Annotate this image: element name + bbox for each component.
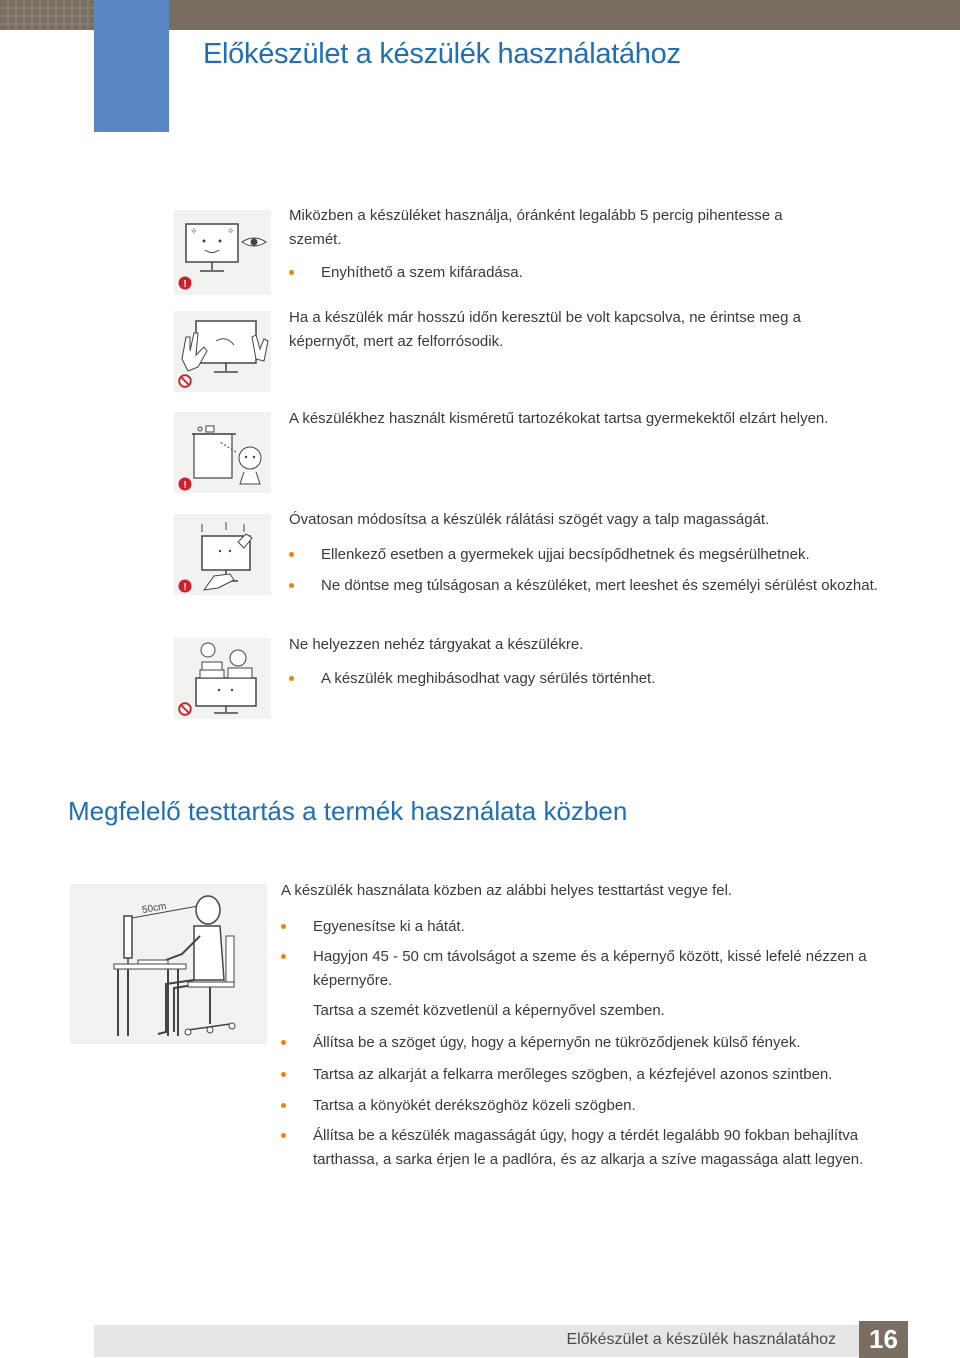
safety-text-eye-rest: Miközben a készüléket használja, óránként legalább 5 percig pihentesse a szemét. <box>289 207 783 248</box>
illustration-adjust-angle <box>174 514 271 595</box>
safety-bullet-eye-rest: Enyhíthető a szem kifáradása. <box>289 261 861 285</box>
posture-item: Tartsa az alkarját a felkarra merőleges szögben, a kézfejével azonos szintben. <box>281 1063 925 1087</box>
illustration-hot-screen <box>174 311 271 392</box>
illustration-heavy-objects <box>174 638 271 719</box>
safety-bullet-heavy-objects: A készülék meghibásodhat vagy sérülés történhet. <box>289 667 901 691</box>
safety-text-small-parts: A készülékhez használt kisméretű tartozékokat tartsa gyermekektől elzárt helyen. <box>289 410 829 427</box>
caution-icon <box>178 477 192 491</box>
svg-text:✧: ✧ <box>190 227 198 237</box>
svg-text:✧: ✧ <box>227 227 235 237</box>
posture-item: Egyenesítse ki a hátát. <box>281 915 913 939</box>
distance-label: 50cm <box>141 900 168 917</box>
posture-item: Állítsa be a szöget úgy, hogy a képernyőn ne tükröződjenek külső fények. <box>281 1031 925 1055</box>
illustration-eye-rest <box>174 210 271 295</box>
prohibited-icon <box>178 374 192 388</box>
page-title: Előkészület a készülék használatához <box>203 38 681 70</box>
safety-text-hot-screen: Ha a készülék már hosszú időn keresztül be volt kapcsolva, ne érintse meg a képernyőt, mert az felforrósodik. <box>289 309 801 350</box>
caution-icon <box>178 276 192 290</box>
grid-pattern <box>0 0 94 30</box>
safety-bullet-adjust-1: Ellenkező esetben a gyermekek ujjai becsípődhetnek és megsérülhetnek. <box>289 543 901 567</box>
posture-intro: A készülék használata közben az alábbi helyes testtartást vegye fel. <box>281 882 733 899</box>
chapter-tab <box>94 0 169 132</box>
illustration-small-parts <box>174 412 271 493</box>
posture-subtext: Tartsa a szemét közvetlenül a képernyővel szemben. <box>313 1002 665 1019</box>
caution-icon <box>178 579 192 593</box>
safety-text-heavy-objects: Ne helyezzen nehéz tárgyakat a készülékre. <box>289 636 584 653</box>
posture-drawing <box>70 884 267 1044</box>
posture-item: Hagyjon 45 - 50 cm távolságot a szeme és a képernyő között, kissé lefelé nézzen a képernyőre. <box>281 945 925 993</box>
svg-text:!: ! <box>183 480 187 491</box>
footer-bar <box>94 1325 908 1357</box>
section-title: Megfelelő testtartás a termék használata közben <box>68 796 628 826</box>
posture-item: Állítsa be a készülék magasságát úgy, hogy a térdét legalább 90 fokban behajlítva tarthassa, a sarka érjen le a padlóra, és az alkarja a szíve magassága alatt legyen. <box>281 1124 925 1172</box>
prohibited-icon <box>178 702 192 716</box>
safety-bullet-adjust-2: Ne döntse meg túlságosan a készüléket, mert leeshet és személyi sérülést okozhat. <box>289 574 881 598</box>
safety-text-adjust-angle: Óvatosan módosítsa a készülék rálátási szögét vagy a talp magasságát. <box>289 511 770 528</box>
svg-text:!: ! <box>183 279 187 290</box>
footer-chapter: Előkészület a készülék használatához <box>566 1331 836 1348</box>
svg-text:!: ! <box>183 582 187 593</box>
posture-item: Tartsa a könyökét derékszöghöz közeli szögben. <box>281 1094 925 1118</box>
page-number: 16 <box>859 1321 908 1358</box>
illustration-posture <box>70 884 267 1044</box>
